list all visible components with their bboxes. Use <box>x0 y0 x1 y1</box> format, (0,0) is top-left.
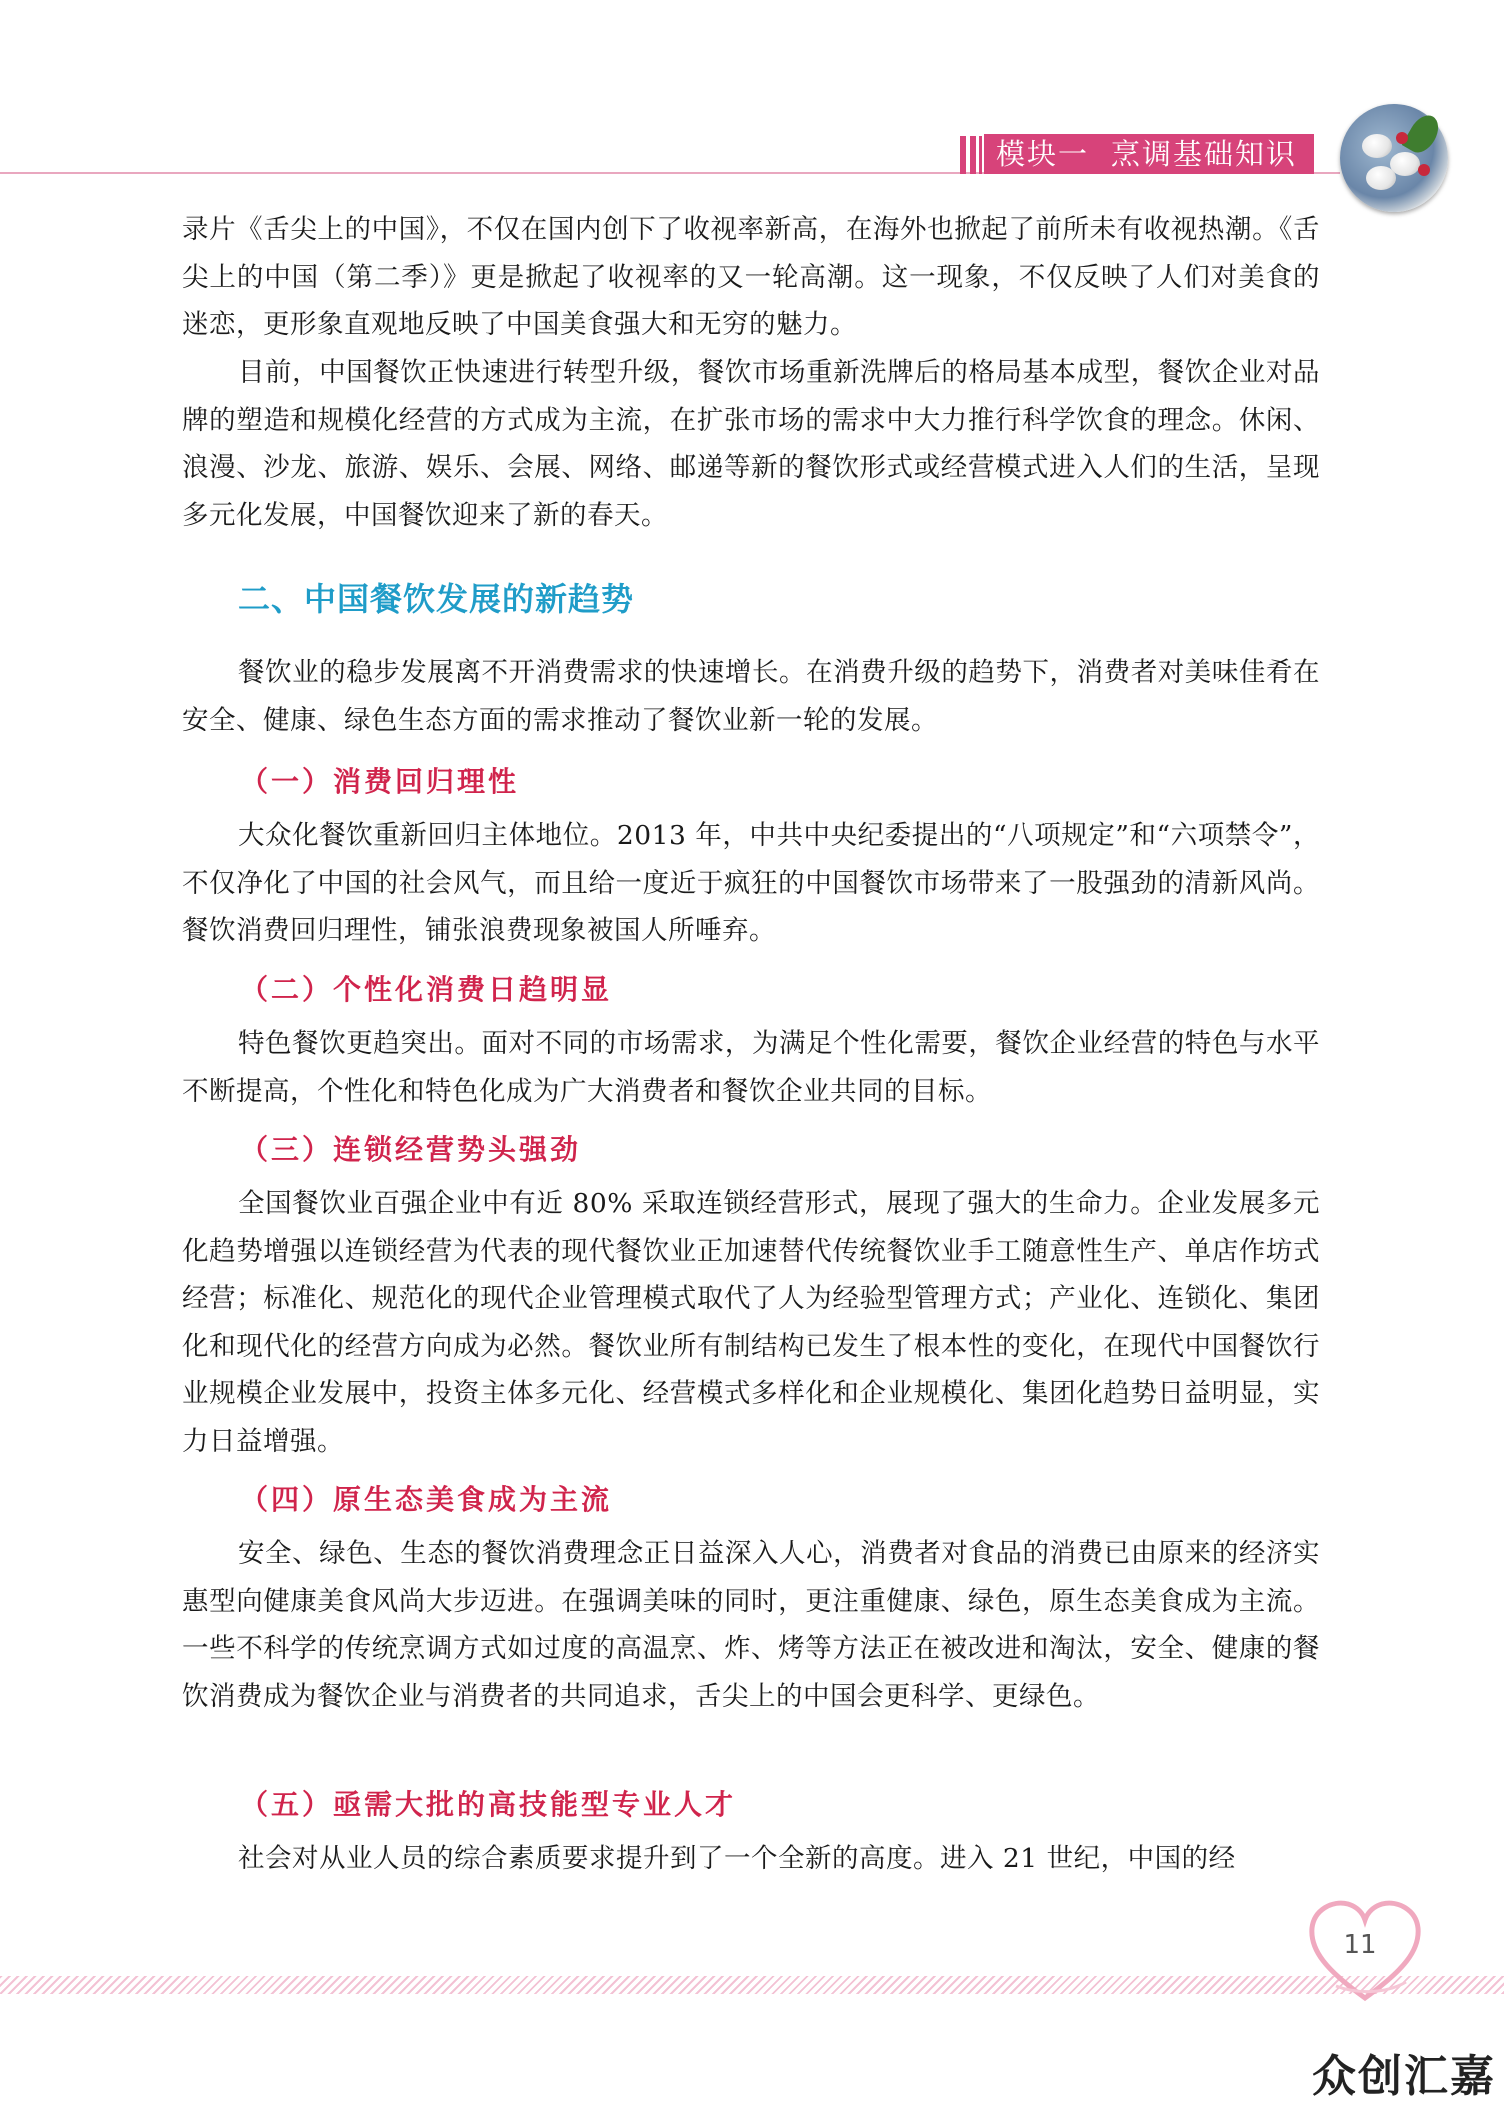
paragraph-2: 目前，中国餐饮正快速进行转型升级，餐饮市场重新洗牌后的格局基本成型，餐饮企业对品牌的塑造和规模化经营的方式成为主流，在扩张市场的需求中大力推行科学饮食的理念。休闲、浪漫、沙龙、旅游、娱乐、会展、网络、邮递等新的餐饮形式或经营模式进入人们的生活，呈现多元化发展，中国餐饮迎来了新的春天。 <box>182 357 1320 531</box>
subsection-title-2: （二）个性化消费日趋明显 <box>240 973 613 1006</box>
paragraph-5: 特色餐饮更趋突出。面对不同的市场需求，为满足个性化需要，餐饮企业经营的特色与水平不断提高，个性化和特色化成为广大消费者和餐饮企业共同的目标。 <box>182 1028 1320 1107</box>
footer-stripe-band <box>0 1976 1504 1994</box>
paragraph-8: 社会对从业人员的综合素质要求提升到了一个全新的高度。进入 21 世纪，中国的经 <box>238 1843 1236 1874</box>
paragraph-1: 录片《舌尖上的中国》，不仅在国内创下了收视率新高，在海外也掀起了前所未有收视热潮。《舌尖上的中国（第二季）》更是掀起了收视率的又一轮高潮。这一现象，不仅反映了人们对美食的迷恋，更形象直观地反映了中国美食强大和无穷的魅力。 <box>182 214 1320 340</box>
watermark-logo: 众创汇嘉 <box>1312 2051 1496 2102</box>
page-number: 11 <box>1343 1930 1377 1960</box>
paragraph-7: 安全、绿色、生态的餐饮消费理念正日益深入人心，消费者对食品的消费已由原来的经济实惠型向健康美食风尚大步迈进。在强调美味的同时，更注重健康、绿色，原生态美食成为主流。一些不科学的传统烹调方式如过度的高温烹、炸、烤等方法正在被改进和淘汰，安全、健康的餐饮消费成为餐饮企业与消费者的共同追求，舌尖上的中国会更科学、更绿色。 <box>182 1538 1320 1712</box>
module-header-tab <box>984 134 1314 174</box>
subsection-title-1: （一）消费回归理性 <box>240 765 520 798</box>
subsection-title-5: （五）亟需大批的高技能型专业人才 <box>240 1788 737 1821</box>
section-title: 二、中国餐饮发展的新趋势 <box>238 580 635 618</box>
paragraph-6: 全国餐饮业百强企业中有近 80% 采取连锁经营形式，展现了强大的生命力。企业发展多元化趋势增强以连锁经营为代表的现代餐饮业正加速替代传统餐饮业手工随意性生产、单店作坊式经营；标准化、规范化的现代企业管理模式取代了人为经验型管理方式；产业化、连锁化、集团化和现代化的经营方向成为必然。餐饮业所有制结构已发生了根本性的变化，在现代中国餐饮行业规模企业发展中，投资主体多元化、经营模式多样化和企业规模化、集团化趋势日益明显，实力日益增强。 <box>182 1188 1320 1457</box>
module-title: 烹调基础知识 <box>1111 137 1298 171</box>
subsection-title-3: （三）连锁经营势头强劲 <box>240 1133 582 1166</box>
paragraph-4: 大众化餐饮重新回归主体地位。2013 年，中共中央纪委提出的“八项规定”和“六项禁令”，不仅净化了中国的社会风气，而且给一度近于疯狂的中国餐饮市场带来了一股强劲的清新风尚。餐饮消费回归理性，铺张浪费现象被国人所唾弃。 <box>182 820 1320 946</box>
module-number: 模块一 <box>996 137 1090 171</box>
food-plate-image <box>1340 104 1448 212</box>
subsection-title-4: （四）原生态美食成为主流 <box>240 1483 613 1516</box>
paragraph-3: 餐饮业的稳步发展离不开消费需求的快速增长。在消费升级的趋势下，消费者对美味佳肴在安全、健康、绿色生态方面的需求推动了餐饮业新一轮的发展。 <box>182 657 1320 736</box>
